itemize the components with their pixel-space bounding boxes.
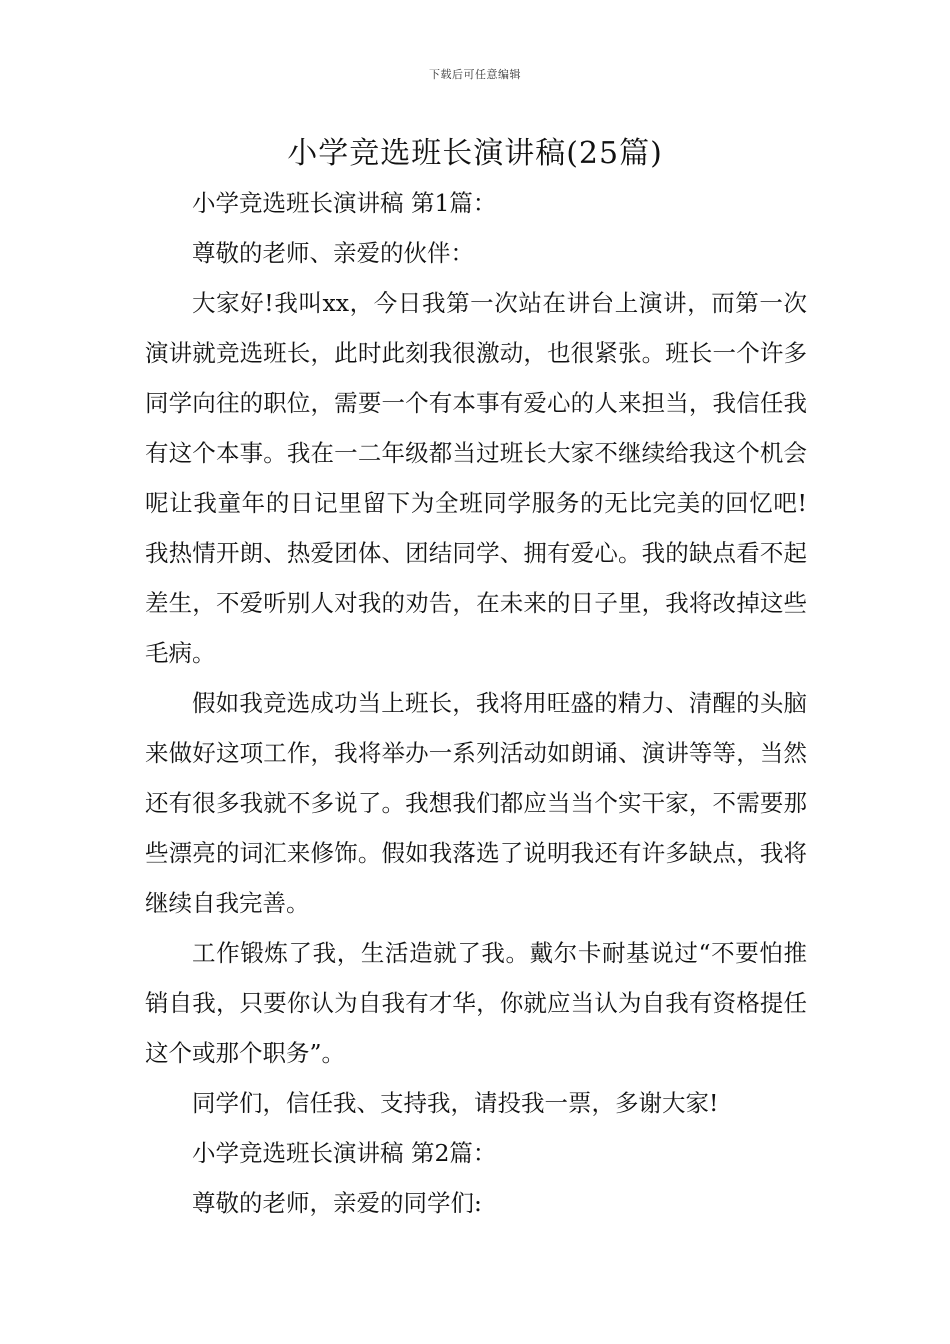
salutation-1: 尊敬的老师、亲爱的伙伴： <box>192 239 474 267</box>
body-paragraph: 假如我竞选成功当上班长，我将用旺盛的精力、清醒的头脑来做好这项工作，我将举办一系列活动如朗诵、演讲等等，当然还有很多我就不多说了。我想我们都应当当个实干家，不需要那些漂亮的词汇来修饰。假如我落选了说明我还有许多缺点，我将继续自我完善。 <box>145 689 807 917</box>
closing-line: 同学们，信任我、支持我，请投我一票，多谢大家! <box>192 1089 719 1117</box>
body-paragraph: 大家好!我叫xx，今日我第一次站在讲台上演讲，而第一次演讲就竞选班长，此时此刻我很激动，也很紧张。班长一个许多同学向往的职位，需要一个有本事有爱心的人来担当，我信任我有这个本事。我在一二年级都当过班长大家不继续给我这个机会呢让我童年的日记里留下为全班同学服务的无比完美的回忆吧!我热情开朗、热爱团体、团结同学、拥有爱心。我的缺点看不起差生，不爱听别人对我的劝告，在未来的日子里，我将改掉这些毛病。 <box>145 289 807 667</box>
section-heading-2: 小学竞选班长演讲稿 第2篇： <box>192 1139 497 1167</box>
section-heading-1: 小学竞选班长演讲稿 第1篇： <box>192 189 497 217</box>
body-paragraph: 工作锻炼了我，生活造就了我。戴尔卡耐基说过“不要怕推销自我，只要你认为自我有才华，你就应当认为自我有资格提任这个或那个职务”。 <box>145 939 807 1067</box>
document-title: 小学竞选班长演讲稿(25篇) <box>287 136 663 171</box>
page-header-note: 下载后可任意编辑 <box>429 68 521 81</box>
salutation-2: 尊敬的老师，亲爱的同学们: <box>192 1189 482 1217</box>
document-body <box>145 178 807 1228</box>
